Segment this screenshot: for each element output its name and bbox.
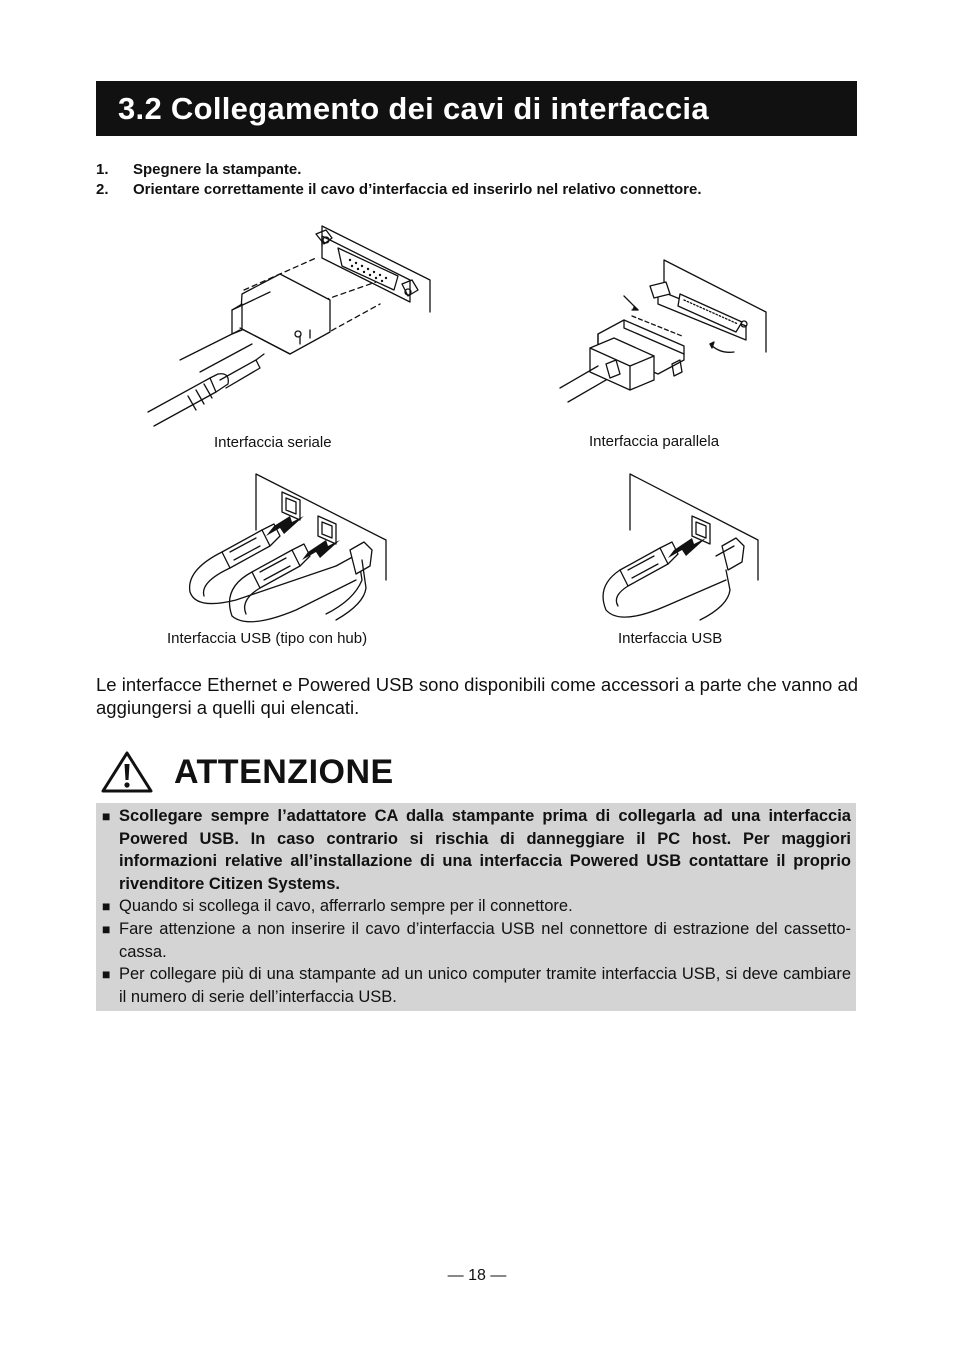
usb-interface-illustration <box>596 470 766 630</box>
usb-hub-interface-caption: Interfaccia USB (tipo con hub) <box>167 630 368 647</box>
step-list <box>96 160 856 200</box>
parallel-interface-caption: Interfaccia parallela <box>589 433 720 450</box>
section-title: 3.2 Collegamento dei cavi di interfaccia <box>118 90 709 126</box>
warning-item-text: Scollegare sempre l’adattatore CA dalla stampante prima di collegarla ad una interfaccia Powered USB. In caso contrario si rischia di danneggiare il PC host. Per maggiori informazioni relative all’installazione di una interfaccia Powered USB contattare il proprio rivenditore Citizen Systems. <box>119 807 851 893</box>
warning-item <box>102 963 851 1008</box>
warning-item <box>102 895 851 918</box>
warning-item <box>102 918 851 963</box>
usb-interface-caption: Interfaccia USB <box>618 630 723 647</box>
serial-interface-illustration <box>140 222 440 434</box>
serial-interface-caption: Interfaccia seriale <box>214 434 332 451</box>
warning-triangle-icon <box>100 750 154 794</box>
warning-item-text: Quando si scollega il cavo, afferrarlo sempre per il connettore. <box>119 897 573 916</box>
step-item <box>96 160 856 180</box>
bullet-square: ■ <box>102 966 111 983</box>
bullet-square: ■ <box>102 898 111 915</box>
section-title-bar <box>96 81 857 136</box>
step-item <box>96 180 856 200</box>
parallel-interface-illustration <box>550 256 775 406</box>
bullet-square: ■ <box>102 808 111 824</box>
bullet-square: ■ <box>102 920 111 937</box>
step-text: Spegnere la stampante. <box>133 161 302 178</box>
step-number: 1. <box>96 161 109 178</box>
intro-paragraph: Le interfacce Ethernet e Powered USB sono disponibili come accessori a parte che vanno ad aggiungersi a quelli qui elencati. <box>96 674 859 718</box>
warning-title: ATTENZIONE <box>174 752 394 791</box>
warning-item <box>102 805 851 895</box>
warning-header <box>100 750 394 794</box>
step-number: 2. <box>96 181 109 198</box>
usb-hub-interface-illustration <box>186 470 396 630</box>
step-text: Orientare correttamente il cavo d’interfaccia ed inserirlo nel relativo connettore. <box>133 181 702 198</box>
warning-item-text: Per collegare più di una stampante ad un unico computer tramite interfaccia USB, si deve cambiare il numero di serie dell’interfaccia USB. <box>119 965 851 1006</box>
warning-box <box>96 803 856 1011</box>
page-number: — 18 — <box>447 1267 507 1284</box>
warning-item-text: Fare attenzione a non inserire il cavo d’interfaccia USB nel connettore di estrazione del cassetto-cassa. <box>119 919 851 961</box>
